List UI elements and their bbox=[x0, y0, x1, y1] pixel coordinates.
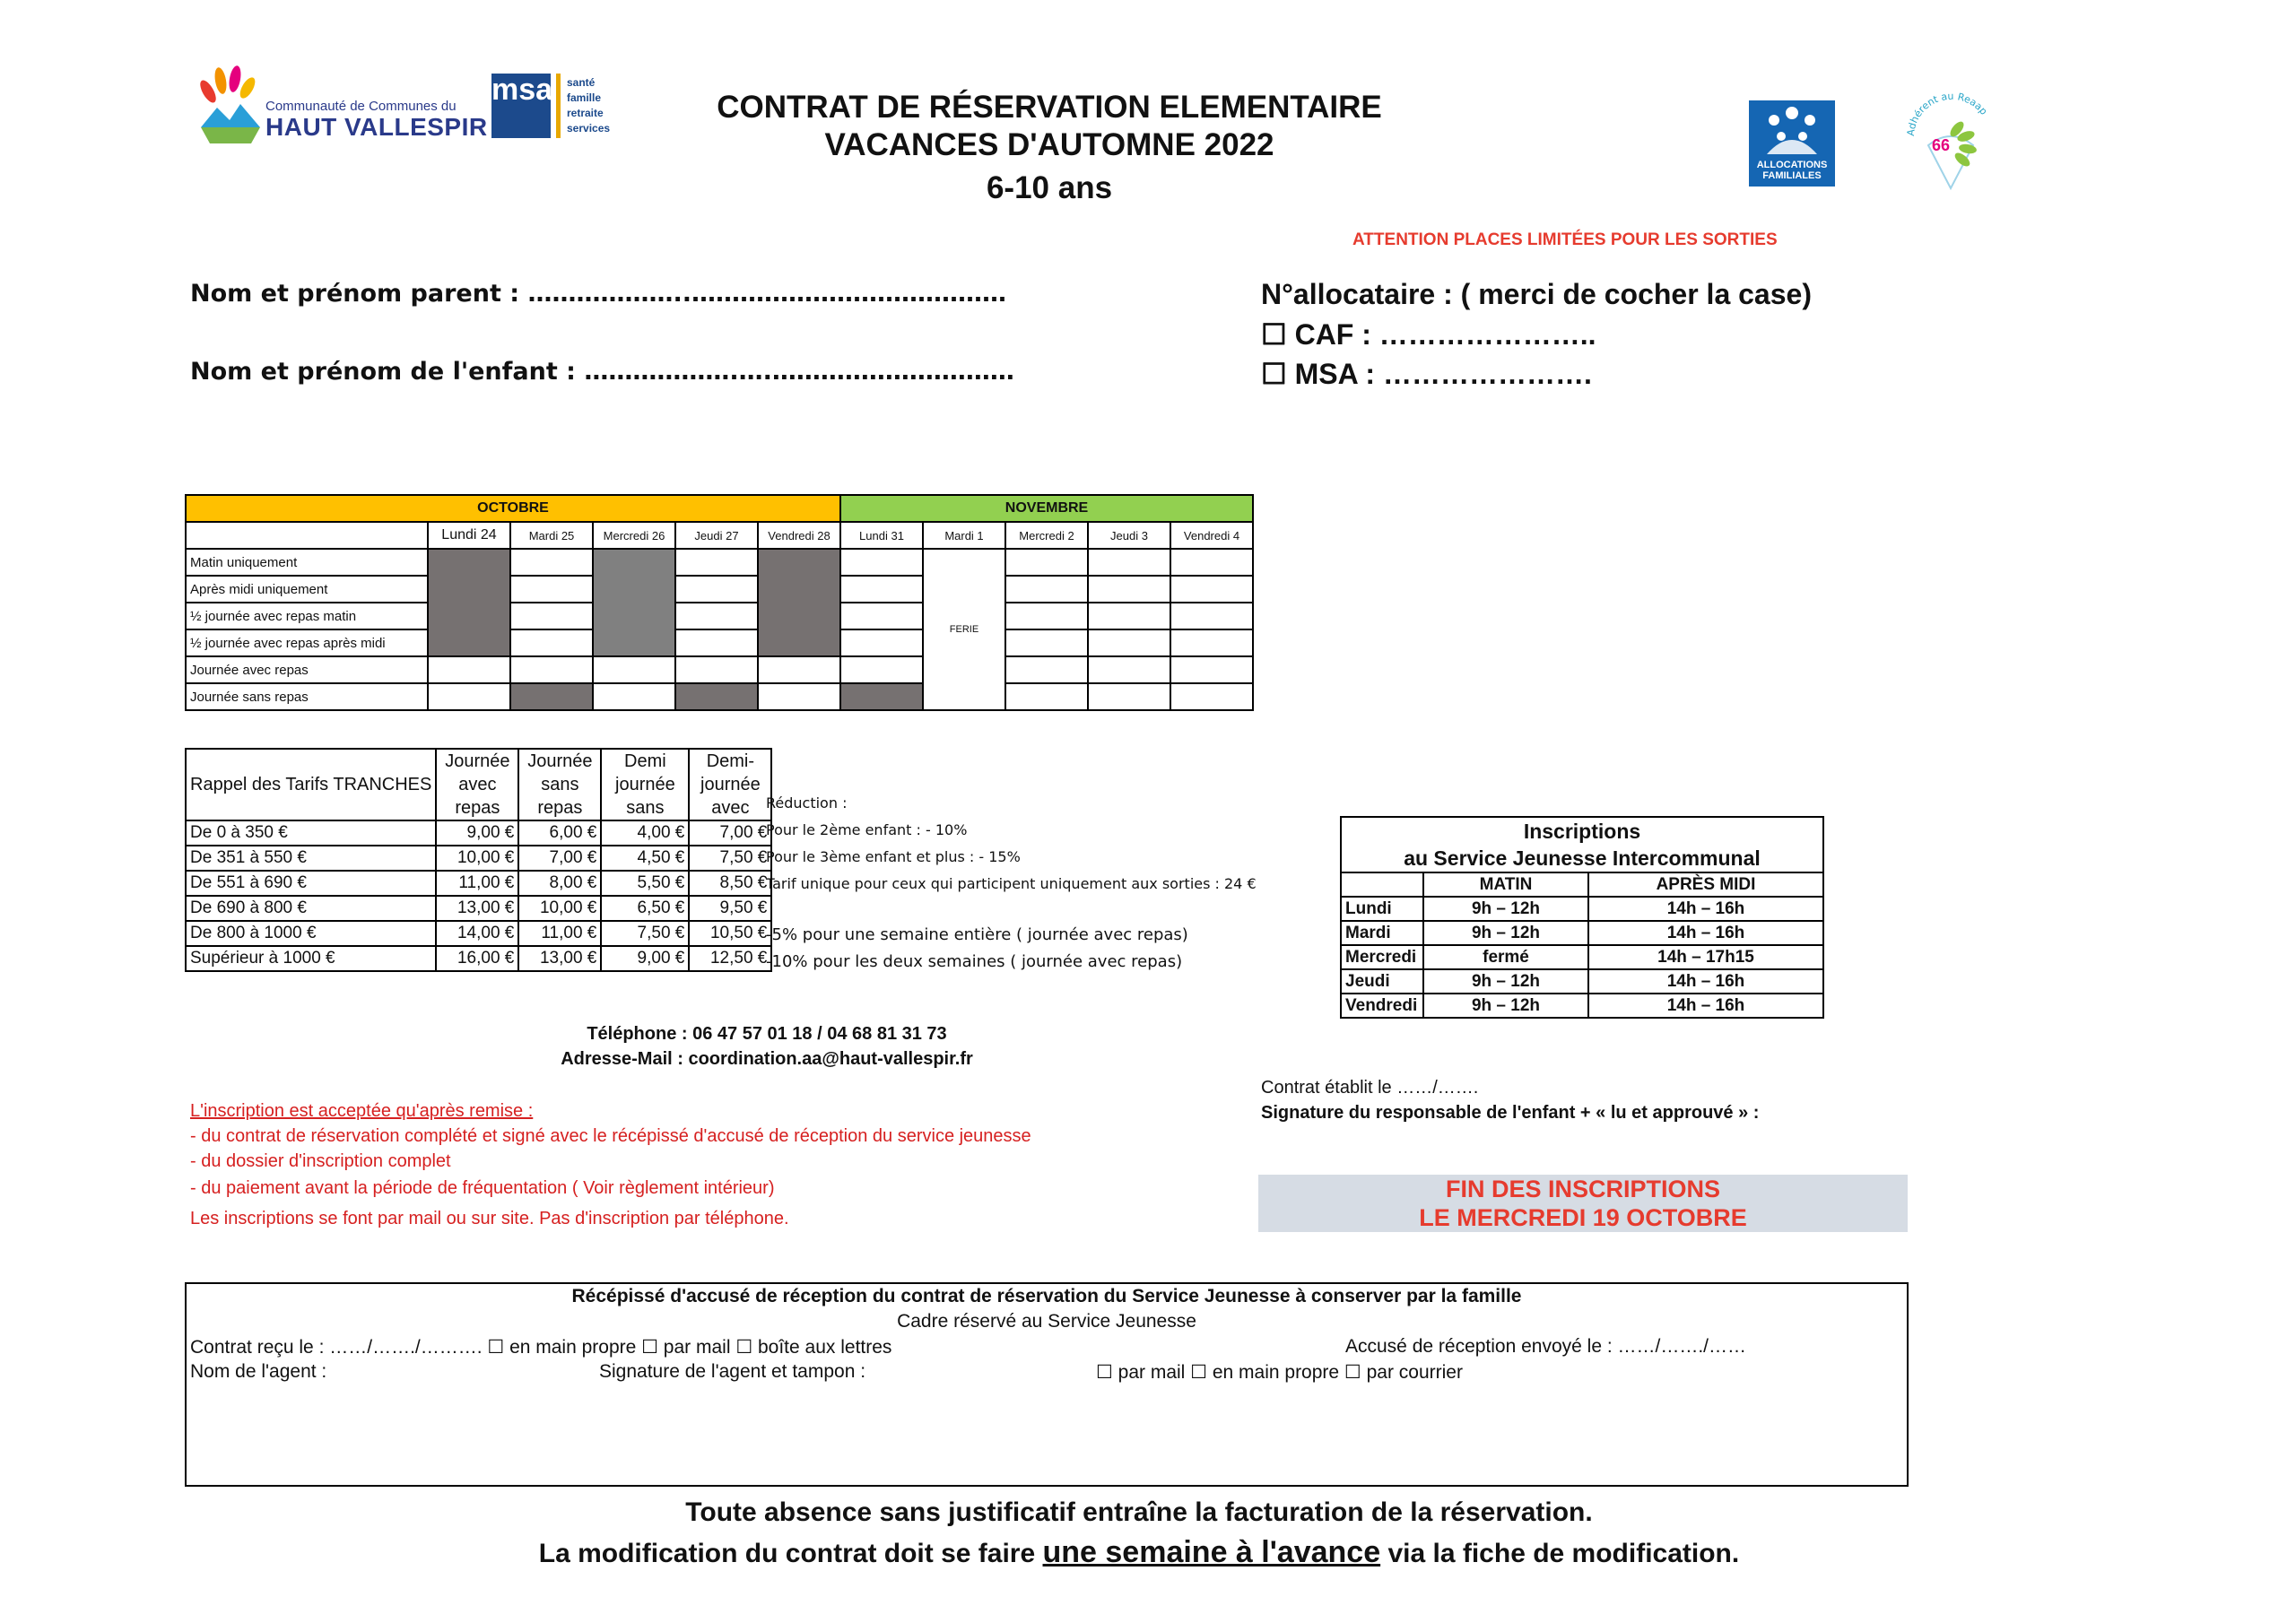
tarifs-table bbox=[185, 748, 772, 972]
recepisse-title: Récépissé d'accusé de réception du contrat de réservation du Service Jeunesse à conserver par la famille bbox=[571, 1286, 1522, 1306]
booking-cell[interactable] bbox=[1005, 629, 1088, 656]
modification-text-a: La modification du contrat doit se faire bbox=[538, 1539, 1043, 1568]
hours-matin: fermé bbox=[1423, 945, 1588, 969]
condition-line: - du paiement avant la période de fréquentation ( Voir règlement intérieur) bbox=[190, 1178, 775, 1198]
title-line3: 6-10 ans bbox=[986, 170, 1113, 205]
booking-cell[interactable] bbox=[1005, 549, 1088, 576]
fin-line1: FIN DES INSCRIPTIONS bbox=[1445, 1176, 1721, 1202]
booking-cell[interactable] bbox=[1170, 603, 1253, 629]
closed-cell bbox=[428, 549, 510, 656]
hours-matin: 9h – 12h bbox=[1423, 969, 1588, 994]
modification-text-c: via la fiche de modification. bbox=[1380, 1539, 1740, 1568]
condition-line: Les inscriptions se font par mail ou sur site. Pas d'inscription par téléphone. bbox=[190, 1209, 789, 1228]
closed-cell bbox=[675, 683, 758, 710]
contrat-recu-field[interactable]: Contrat reçu le : ……/……./………. ☐ en main propre ☐ par mail ☐ boîte aux lettres bbox=[190, 1337, 892, 1358]
booking-cell[interactable] bbox=[1088, 656, 1170, 683]
booking-cell[interactable] bbox=[1088, 576, 1170, 603]
remise-week: -5% pour une semaine entière ( journée avec repas) bbox=[766, 925, 1188, 944]
msa-item: services bbox=[567, 122, 611, 135]
day-header: Lundi 31 bbox=[840, 522, 923, 549]
planning-table bbox=[185, 494, 1254, 711]
msa-items bbox=[567, 75, 610, 136]
closed-cell bbox=[593, 549, 675, 656]
tarif-value: 13,00 € bbox=[518, 946, 601, 971]
booking-cell[interactable] bbox=[1170, 683, 1253, 710]
tarifs-head-label: Rappel des Tarifs TRANCHES bbox=[186, 749, 436, 820]
inscriptions-table bbox=[1340, 816, 1824, 1019]
col-apres-midi: APRÈS MIDI bbox=[1588, 872, 1823, 897]
cchv-name-line1: Communauté de Communes du bbox=[265, 99, 457, 114]
tarif-value: 8,50 € bbox=[689, 871, 771, 896]
hours-apres-midi: 14h – 16h bbox=[1588, 994, 1823, 1018]
hours-matin: 9h – 12h bbox=[1423, 897, 1588, 921]
agent-signature-field[interactable]: Signature de l'agent et tampon : bbox=[599, 1361, 866, 1382]
booking-cell[interactable] bbox=[510, 603, 593, 629]
reduction-line: Tarif unique pour ceux qui participent uniquement aux sorties : 24 € bbox=[766, 875, 1257, 892]
msa-checkbox-field[interactable]: ☐ MSA : …………………. bbox=[1261, 358, 1592, 390]
allocataire-title: N°allocataire : ( merci de cocher la case) bbox=[1261, 278, 1812, 310]
month-november: NOVEMBRE bbox=[840, 495, 1253, 522]
hours-matin: 9h – 12h bbox=[1423, 994, 1588, 1018]
booking-cell[interactable] bbox=[593, 656, 675, 683]
booking-cell[interactable] bbox=[1005, 576, 1088, 603]
booking-cell[interactable] bbox=[593, 683, 675, 710]
tarif-row bbox=[186, 896, 771, 921]
child-name-field[interactable]: Nom et prénom de l'enfant : ……………….….………………………… bbox=[190, 358, 1014, 386]
inscriptions-title-line1: Inscriptions bbox=[1523, 820, 1641, 843]
booking-cell[interactable] bbox=[1170, 549, 1253, 576]
tarif-value: 12,50 € bbox=[689, 946, 771, 971]
tarif-value: 10,00 € bbox=[518, 896, 601, 921]
booking-cell[interactable] bbox=[1170, 576, 1253, 603]
row-label: Journée avec repas bbox=[186, 656, 428, 683]
tarif-value: 4,00 € bbox=[601, 820, 689, 846]
svg-text:Adhérent au Reaap bbox=[1905, 91, 1990, 137]
caf-checkbox-field[interactable]: ☐ CAF : ………………….. bbox=[1261, 318, 1596, 351]
reduction-line: Pour le 2ème enfant : - 10% bbox=[766, 821, 968, 838]
tarif-value: 10,50 € bbox=[689, 921, 771, 946]
tarif-range: De 551 à 690 € bbox=[186, 871, 436, 896]
modification-notice bbox=[359, 1535, 1919, 1570]
weekday: Mercredi bbox=[1341, 945, 1423, 969]
tarif-value: 11,00 € bbox=[518, 921, 601, 946]
booking-cell[interactable] bbox=[1170, 629, 1253, 656]
booking-cell[interactable] bbox=[1088, 549, 1170, 576]
tarif-col-header: Demi journée sans bbox=[601, 749, 689, 820]
tarif-value: 8,00 € bbox=[518, 871, 601, 896]
caf-text: ALLOCATIONS FAMILIALES bbox=[1756, 160, 1828, 181]
booking-cell[interactable] bbox=[840, 603, 923, 629]
recepisse-subtitle: Cadre réservé au Service Jeunesse bbox=[897, 1311, 1196, 1332]
inscriptions-title bbox=[1341, 817, 1823, 872]
reaap-logo bbox=[1901, 82, 2000, 190]
booking-cell[interactable] bbox=[1005, 656, 1088, 683]
booking-cell[interactable] bbox=[428, 683, 510, 710]
booking-cell[interactable] bbox=[428, 656, 510, 683]
tarif-range: De 690 à 800 € bbox=[186, 896, 436, 921]
hours-row bbox=[1341, 994, 1823, 1018]
tarif-value: 9,00 € bbox=[601, 946, 689, 971]
cchv-logo bbox=[197, 65, 488, 150]
reaap-arc-text: Adhérent au Reaap bbox=[1904, 90, 1990, 137]
caf-family-icon bbox=[1749, 100, 1835, 160]
booking-cell[interactable] bbox=[510, 629, 593, 656]
hours-apres-midi: 14h – 16h bbox=[1588, 969, 1823, 994]
booking-cell[interactable] bbox=[1088, 603, 1170, 629]
msa-item: famille bbox=[567, 91, 602, 104]
tarif-value: 14,00 € bbox=[436, 921, 518, 946]
weekday: Lundi bbox=[1341, 897, 1423, 921]
caf-logo bbox=[1749, 100, 1835, 187]
reduction-title: Réduction : bbox=[766, 794, 848, 812]
closed-cell bbox=[758, 549, 840, 656]
tarif-col-header: Journée sans repas bbox=[518, 749, 601, 820]
tarif-value: 16,00 € bbox=[436, 946, 518, 971]
hours-row bbox=[1341, 969, 1823, 994]
tarif-range: De 0 à 350 € bbox=[186, 820, 436, 846]
remise-two-weeks: -10% pour les deux semaines ( journée avec repas) bbox=[766, 952, 1183, 971]
msa-item: retraite bbox=[567, 107, 604, 119]
tarif-value: 13,00 € bbox=[436, 896, 518, 921]
booking-cell[interactable] bbox=[675, 576, 758, 603]
day-header: Vendredi 28 bbox=[758, 522, 840, 549]
row-label: ½ journée avec repas matin bbox=[186, 603, 428, 629]
row-label: Après midi uniquement bbox=[186, 576, 428, 603]
hours-matin: 9h – 12h bbox=[1423, 921, 1588, 945]
tarif-value: 7,50 € bbox=[689, 846, 771, 871]
tarif-value: 9,00 € bbox=[436, 820, 518, 846]
tarif-value: 7,50 € bbox=[601, 921, 689, 946]
booking-cell[interactable] bbox=[1005, 603, 1088, 629]
signature-label: Signature du responsable de l'enfant + « lu et approuvé » : bbox=[1261, 1103, 1760, 1123]
day-header: Jeudi 27 bbox=[675, 522, 758, 549]
row-label: Journée sans repas bbox=[186, 683, 428, 710]
reduction-line: Pour le 3ème enfant et plus : - 15% bbox=[766, 848, 1021, 865]
tarif-value: 4,50 € bbox=[601, 846, 689, 871]
day-header: Mardi 25 bbox=[510, 522, 593, 549]
inscriptions-title-line2: au Service Jeunesse Intercommunal bbox=[1404, 846, 1761, 870]
tarif-value: 6,50 € bbox=[601, 896, 689, 921]
booking-cell[interactable] bbox=[1088, 683, 1170, 710]
day-header: Jeudi 3 bbox=[1088, 522, 1170, 549]
hours-row bbox=[1341, 897, 1823, 921]
booking-cell[interactable] bbox=[510, 549, 593, 576]
condition-line: - du contrat de réservation complété et signé avec le récépissé d'accusé de réception du service jeunesse bbox=[190, 1126, 1031, 1146]
booking-cell[interactable] bbox=[840, 576, 923, 603]
tarif-value: 6,00 € bbox=[518, 820, 601, 846]
msa-logo bbox=[491, 74, 635, 140]
agent-name-field[interactable]: Nom de l'agent : bbox=[190, 1361, 327, 1382]
weekday: Jeudi bbox=[1341, 969, 1423, 994]
hours-apres-midi: 14h – 16h bbox=[1588, 897, 1823, 921]
reaap-number: 66 bbox=[1932, 136, 1951, 154]
month-october: OCTOBRE bbox=[186, 495, 840, 522]
closed-cell bbox=[510, 683, 593, 710]
fin-inscriptions-banner bbox=[1258, 1175, 1908, 1232]
booking-cell[interactable] bbox=[758, 683, 840, 710]
booking-cell[interactable] bbox=[510, 656, 593, 683]
tarif-value: 7,00 € bbox=[518, 846, 601, 871]
booking-cell[interactable] bbox=[758, 656, 840, 683]
hours-row bbox=[1341, 921, 1823, 945]
booking-cell[interactable] bbox=[675, 549, 758, 576]
accuse-envoye-field[interactable]: Accusé de réception envoyé le : ……/……./…… bbox=[1345, 1336, 1747, 1357]
booking-cell[interactable] bbox=[1005, 683, 1088, 710]
booking-cell[interactable] bbox=[840, 629, 923, 656]
envoi-mode-options[interactable]: ☐ par mail ☐ en main propre ☐ par courrier bbox=[1096, 1362, 1463, 1383]
tarif-range: De 800 à 1000 € bbox=[186, 921, 436, 946]
corner-cell bbox=[186, 522, 428, 549]
day-header: Mercredi 2 bbox=[1005, 522, 1088, 549]
modification-text-emphasis: une semaine à l'avance bbox=[1042, 1535, 1381, 1569]
booking-cell[interactable] bbox=[675, 603, 758, 629]
day-header: Mercredi 26 bbox=[593, 522, 675, 549]
places-warning: ATTENTION PLACES LIMITÉES POUR LES SORTIES bbox=[1352, 230, 1778, 249]
tarif-range: Supérieur à 1000 € bbox=[186, 946, 436, 971]
booking-cell[interactable] bbox=[1088, 629, 1170, 656]
col-matin: MATIN bbox=[1423, 872, 1588, 897]
weekday: Mardi bbox=[1341, 921, 1423, 945]
fin-line2: LE MERCREDI 19 OCTOBRE bbox=[1419, 1204, 1747, 1231]
corner-cell bbox=[1341, 872, 1423, 897]
title-line2: VACANCES D'AUTOMNE 2022 bbox=[824, 127, 1274, 162]
absence-notice: Toute absence sans justificatif entraîne la facturation de la réservation. bbox=[685, 1497, 1593, 1527]
hours-row bbox=[1341, 945, 1823, 969]
row-label: Matin uniquement bbox=[186, 549, 428, 576]
tarif-value: 11,00 € bbox=[436, 871, 518, 896]
hours-apres-midi: 14h – 17h15 bbox=[1588, 945, 1823, 969]
tarif-value: 10,00 € bbox=[436, 846, 518, 871]
cchv-name-line2: HAUT VALLESPIR bbox=[265, 113, 488, 141]
tarif-col-header: Journée avec repas bbox=[436, 749, 518, 820]
booking-cell[interactable] bbox=[840, 656, 923, 683]
booking-cell[interactable] bbox=[675, 629, 758, 656]
ferie-cell: FERIE bbox=[923, 549, 1005, 710]
msa-item: santé bbox=[567, 76, 596, 89]
day-header: Vendredi 4 bbox=[1170, 522, 1253, 549]
row-label: ½ journée avec repas après midi bbox=[186, 629, 428, 656]
msa-mark: msa bbox=[491, 74, 551, 138]
cchv-flower-icon bbox=[197, 65, 262, 147]
tarif-range: De 351 à 550 € bbox=[186, 846, 436, 871]
booking-cell[interactable] bbox=[1170, 656, 1253, 683]
parent-name-field[interactable]: Nom et prénom parent : ………………..………………………………… bbox=[190, 280, 1006, 308]
day-header: Mardi 1 bbox=[923, 522, 1005, 549]
hours-apres-midi: 14h – 16h bbox=[1588, 921, 1823, 945]
tarif-col-header: Demi-journée avec bbox=[689, 749, 771, 820]
contact-phone: Téléphone : 06 47 57 01 18 / 04 68 81 31 73 bbox=[587, 1024, 947, 1044]
tarif-value: 9,50 € bbox=[689, 896, 771, 921]
condition-line: - du dossier d'inscription complet bbox=[190, 1151, 451, 1171]
tarif-row bbox=[186, 871, 771, 896]
booking-cell[interactable] bbox=[675, 656, 758, 683]
tarif-row bbox=[186, 820, 771, 846]
tarif-value: 7,00 € bbox=[689, 820, 771, 846]
msa-bar bbox=[556, 74, 561, 138]
weekday: Vendredi bbox=[1341, 994, 1423, 1018]
closed-cell bbox=[840, 683, 923, 710]
tarif-row bbox=[186, 946, 771, 971]
conditions-title: L'inscription est acceptée qu'après remise : bbox=[190, 1101, 534, 1121]
contact-mail[interactable]: Adresse-Mail : coordination.aa@haut-vallespir.fr bbox=[561, 1049, 973, 1069]
tarif-value: 5,50 € bbox=[601, 871, 689, 896]
booking-cell[interactable] bbox=[510, 576, 593, 603]
contrat-date[interactable]: Contrat établit le ……/……. bbox=[1261, 1078, 1479, 1098]
tarif-row bbox=[186, 921, 771, 946]
booking-cell[interactable] bbox=[840, 549, 923, 576]
tarif-row bbox=[186, 846, 771, 871]
reaap-badge-icon bbox=[1901, 82, 2000, 190]
recepisse-box bbox=[185, 1282, 1909, 1487]
day-header: Lundi 24 bbox=[428, 522, 510, 549]
title-line1: CONTRAT DE RÉSERVATION ELEMENTAIRE bbox=[717, 90, 1382, 125]
